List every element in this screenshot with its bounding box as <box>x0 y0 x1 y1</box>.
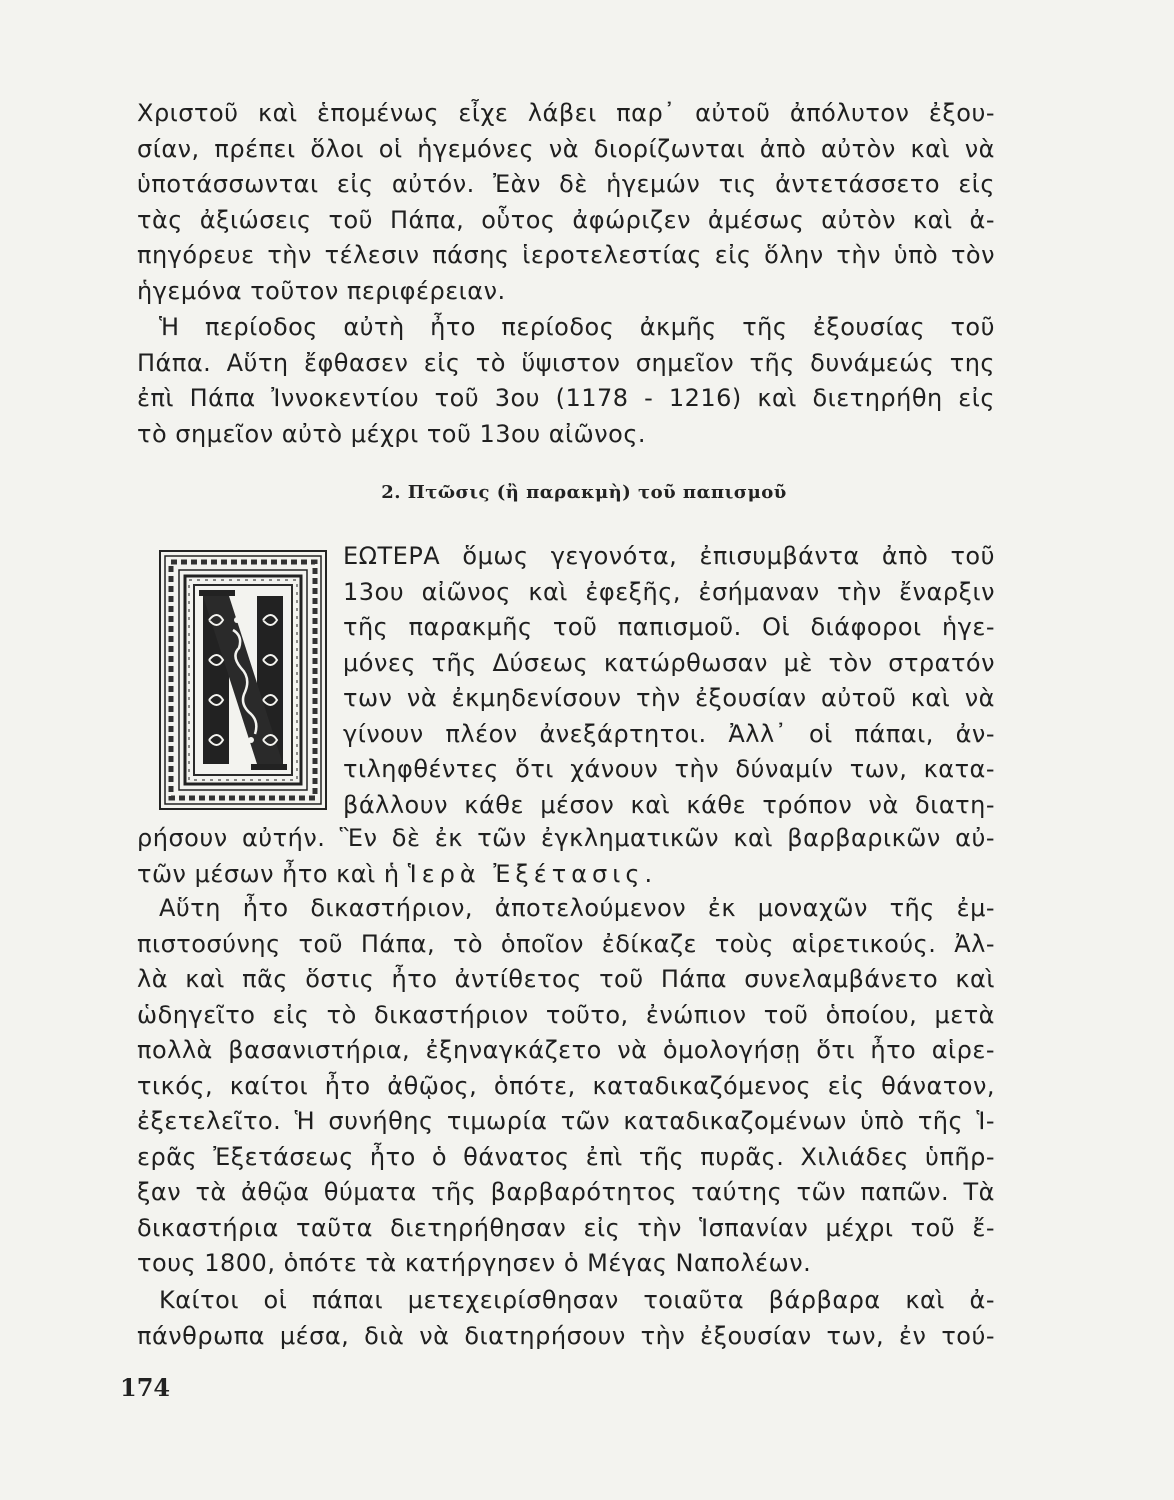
paragraph-3-continued <box>137 821 995 892</box>
text-line: Καίτοι οἱ πάπαι μετεχειρίσθησαν τοιαῦτα βάρβαρα καὶ ἀ- <box>159 1286 995 1314</box>
paragraph-5 <box>137 1283 995 1354</box>
text-line: 13ου αἰῶνος καὶ ἐφεξῆς, ἐσήμαναν τὴν ἔναρξιν <box>343 577 995 606</box>
text-line: ἐξετελεῖτο. Ἡ συνήθης τιμωρία τῶν καταδικαζομένων ὑπὸ τῆς Ἱ- <box>137 1107 995 1135</box>
text-line: πολλὰ βασανιστήρια, ἐξηναγκάζετο νὰ ὁμολογήσῃ ὅτι ἦτο αἱρε- <box>137 1036 995 1064</box>
text-line: σίαν, πρέπει ὅλοι οἱ ἡγεμόνες νὰ διορίζωνται ἀπὸ αὐτὸν καὶ νὰ <box>137 134 995 163</box>
paragraph-3-beside-drop-cap <box>343 539 995 823</box>
text-line: τὰς ἀξιώσεις τοῦ Πάπα, οὗτος ἀφώριζεν ἀμέσως αὐτὸν καὶ ἀ- <box>137 205 995 234</box>
text-line: τους 1800, ὁπότε τὰ κατήργησεν ὁ Μέγας Ναπολέων. <box>137 1249 812 1277</box>
text-line: γίνουν πλέον ἀνεξάρτητοι. Ἀλλ᾽ οἱ πάπαι, ἀν- <box>343 719 995 748</box>
text-line: Πάπα. Αὕτη ἔφθασεν εἰς τὸ ὕψιστον σημεῖον τῆς δυνάμεώς της <box>137 348 995 377</box>
text-line: ὑποτάσσωνται εἰς αὐτόν. Ἐὰν δὲ ἡγεμών τις ἀντετάσσετο εἰς <box>137 170 995 198</box>
text-line: ερᾶς Ἐξετάσεως ἦτο ὁ θάνατος ἐπὶ τῆς πυρᾶς. Χιλιάδες ὑπῆρ- <box>137 1142 995 1171</box>
paragraph-1 <box>137 96 995 309</box>
ornamental-drop-cap <box>159 550 327 810</box>
text-line: πάνθρωπα μέσα, διὰ νὰ διατηρήσουν τὴν ἐξουσίαν των, ἐν τού- <box>137 1321 995 1350</box>
text-line: Ἡ περίοδος αὐτὴ ἦτο περίοδος ἀκμῆς τῆς ἐξουσίας τοῦ <box>159 313 995 341</box>
text-line: μόνες τῆς Δύσεως κατώρθωσαν μὲ τὸν στρατόν <box>343 648 995 677</box>
section-heading <box>0 482 1174 503</box>
text-fragment: τῶν μέσων ἦτο καὶ ἡ <box>137 859 400 888</box>
text-line: ὡδηγεῖτο εἰς τὸ δικαστήριον τοῦτο, ἐνώπιον τοῦ ὁποίου, μετὰ <box>137 1000 995 1029</box>
text-line: Χριστοῦ καὶ ἑπομένως εἶχε λάβει παρ᾽ αὐτοῦ ἀπόλυτον ἐξου- <box>137 99 995 127</box>
text-line: ἐπὶ Πάπα Ἰννοκεντίου τοῦ 3ου (1178 - 1216) καὶ διετηρήθη εἰς <box>137 384 995 412</box>
section-heading-text: 2. Πτῶσις (ἢ παρακμὴ) τοῦ παπισμοῦ <box>381 482 787 503</box>
text-line: των νὰ ἐκμηδενίσουν τὴν ἐξουσίαν αὐτοῦ καὶ νὰ <box>343 684 995 712</box>
text-line: δικαστήρια ταῦτα διετηρήθησαν εἰς τὴν Ἱσπανίαν μέχρι τοῦ ἔ- <box>137 1213 995 1242</box>
text-line: τῆς παρακμῆς τοῦ παπισμοῦ. Οἱ διάφοροι ἡγε- <box>343 613 995 641</box>
page-number: 174 <box>120 1373 171 1402</box>
text-line: ΕΩΤΕΡΑ ὅμως γεγονότα, ἐπισυμβάντα ἀπὸ τοῦ <box>343 542 995 570</box>
text-line: πηγόρευε τὴν τέλεσιν πάσης ἱεροτελεστίας εἰς ὅλην τὴν ὑπὸ τὸν <box>137 241 995 269</box>
text-line: Αὕτη ἦτο δικαστήριον, ἀποτελούμενον ἐκ μοναχῶν τῆς ἐμ- <box>159 894 995 922</box>
text-line: ρήσουν αὐτήν. Ἓν δὲ ἐκ τῶν ἐγκληματικῶν καὶ βαρβαρικῶν αὐ- <box>137 824 995 852</box>
text-line: ξαν τὰ ἀθῷα θύματα τῆς βαρβαρότητος ταύτης τῶν παπῶν. Τὰ <box>137 1178 995 1206</box>
text-line <box>137 857 995 893</box>
text-line: τὸ σημεῖον αὐτὸ μέχρι τοῦ 13ου αἰῶνος. <box>137 419 647 448</box>
emphasized-term: Ἱερὰ Ἐξέτασις. <box>407 859 658 888</box>
paragraph-2 <box>137 310 995 452</box>
paragraph-4 <box>137 891 995 1282</box>
text-line: λὰ καὶ πᾶς ὅστις ἦτο ἀντίθετος τοῦ Πάπα συνελαμβάνετο καὶ <box>137 965 995 993</box>
text-line: πιστοσύνης τοῦ Πάπα, τὸ ὁποῖον ἐδίκαζε τοὺς αἱρετικούς. Ἀλ- <box>137 929 995 958</box>
text-line: βάλλουν κάθε μέσον καὶ κάθε τρόπον νὰ διατη- <box>343 790 995 819</box>
text-line: τιληφθέντες ὅτι χάνουν τὴν δύναμίν των, κατα- <box>343 755 995 783</box>
text-line: ἡγεμόνα τοῦτον περιφέρειαν. <box>137 276 506 305</box>
text-line: τικός, καίτοι ἦτο ἀθῷος, ὁπότε, καταδικαζόμενος εἰς θάνατον, <box>137 1071 995 1100</box>
